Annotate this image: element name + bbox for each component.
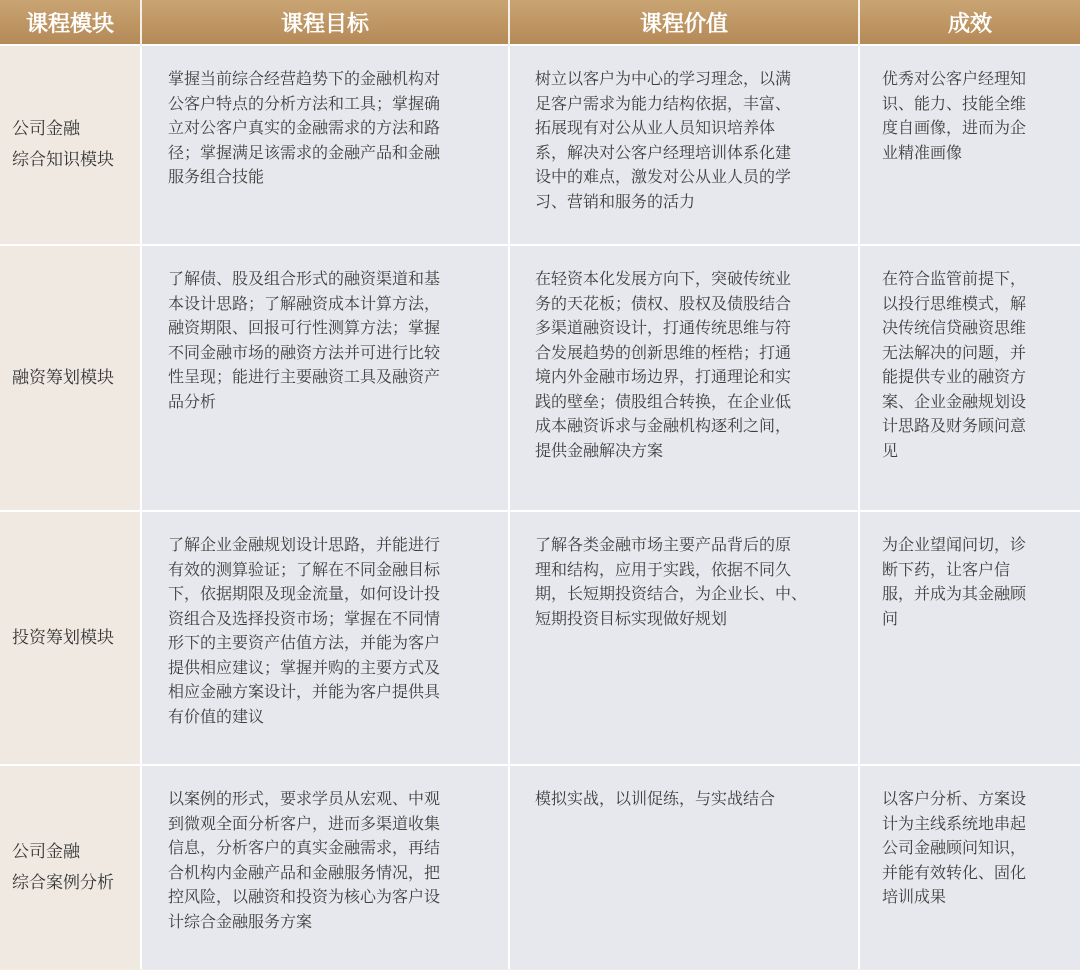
result-cell — [859, 765, 1080, 969]
result-text: 以客户分析、方案设 计为主线系统地串起 公司金融顾问知识， 并能有效转化、固化 培训成果 — [882, 789, 1027, 906]
header-course-module: 课程模块 — [0, 0, 141, 45]
value-text: 模拟实战，以训促练，与实战结合 — [535, 789, 776, 808]
goal-cell — [141, 765, 509, 969]
module-cell — [0, 511, 141, 765]
goal-text: 了解债、股及组合形式的融资渠道和基 本设计思路；了解融资成本计算方法， 融资期限、回报可行性测算方法；掌握 不同金融市场的融资方法并可进行比较 性呈现；能进行主要融资工具及融资产 品分析 — [168, 269, 441, 411]
goal-cell — [141, 245, 509, 511]
value-text: 了解各类金融市场主要产品背后的原 理和结构，应用于实践，依据不同久 期，长短期投资结合，为企业长、中、 短期投资目标实现做好规划 — [535, 535, 808, 628]
table-row — [0, 45, 1080, 245]
header-course-goal: 课程目标 — [141, 0, 509, 45]
module-name: 融资筹划模块 — [12, 367, 114, 388]
module-cell — [0, 45, 141, 245]
module-name: 投资筹划模块 — [12, 627, 114, 648]
result-cell — [859, 511, 1080, 765]
header-row — [0, 0, 1080, 45]
goal-text: 掌握当前综合经营趋势下的金融机构对 公客户特点的分析方法和工具；掌握确 立对公客户真实的金融需求的方法和路 径；掌握满足该需求的金融产品和金融 服务组合技能 — [168, 69, 441, 186]
result-text: 在符合监管前提下， 以投行思维模式，解 决传统信贷融资思维 无法解决的问题，并 能提供专业的融资方 案、企业金融规划设 计思路及财务顾问意 见 — [882, 269, 1027, 460]
goal-text: 了解企业金融规划设计思路，并能进行 有效的测算验证；了解在不同金融目标 下，依据期限及现金流量，如何设计投 资组合及选择投资市场；掌握在不同情 形下的主要资产估值方法，并能为客户 提供相应建议；掌握并购的主要方式及 相应金融方案设计，并能为客户提供具 有价值的建议 — [168, 535, 441, 726]
table-row — [0, 765, 1080, 969]
goal-text: 以案例的形式，要求学员从宏观、中观 到微观全面分析客户，进而多渠道收集 信息，分析客户的真实金融需求，再结 合机构内金融产品和金融服务情况，把 控风险，以融资和投资为核心为客户设 计综合金融服务方案 — [168, 789, 441, 931]
value-text: 在轻资本化发展方向下，突破传统业 务的天花板；债权、股权及债股结合 多渠道融资设计，打通传统思维与符 合发展趋势的创新思维的桎梏；打通 境内外金融市场边界，打通理论和实 践的壁垒；债股组合转换，在企业低 成本融资诉求与金融机构逐利之间， 提供金融解决方案 — [535, 269, 792, 460]
table-row — [0, 511, 1080, 765]
result-cell — [859, 245, 1080, 511]
goal-cell — [141, 511, 509, 765]
table-row — [0, 245, 1080, 511]
module-cell — [0, 245, 141, 511]
value-cell — [509, 245, 859, 511]
result-text: 为企业望闻问切，诊 断下药，让客户信 服，并成为其金融顾 问 — [882, 535, 1027, 628]
header-course-value: 课程价值 — [509, 0, 859, 45]
value-cell — [509, 511, 859, 765]
goal-cell — [141, 45, 509, 245]
value-cell — [509, 765, 859, 969]
result-cell — [859, 45, 1080, 245]
module-name: 公司金融 综合知识模块 — [12, 119, 114, 170]
header-result: 成效 — [859, 0, 1080, 45]
module-name: 公司金融 综合案例分析 — [12, 841, 114, 893]
value-text: 树立以客户为中心的学习理念，以满 足客户需求为能力结构依据，丰富、 拓展现有对公从业人员知识培养体 系，解决对公客户经理培训体系化建 设中的难点，激发对公从业人员的学 习、营销和服务的活力 — [535, 69, 792, 211]
module-cell — [0, 765, 141, 969]
value-cell — [509, 45, 859, 245]
result-text: 优秀对公客户经理知 识、能力、技能全维 度自画像，进而为企 业精准画像 — [882, 69, 1027, 162]
